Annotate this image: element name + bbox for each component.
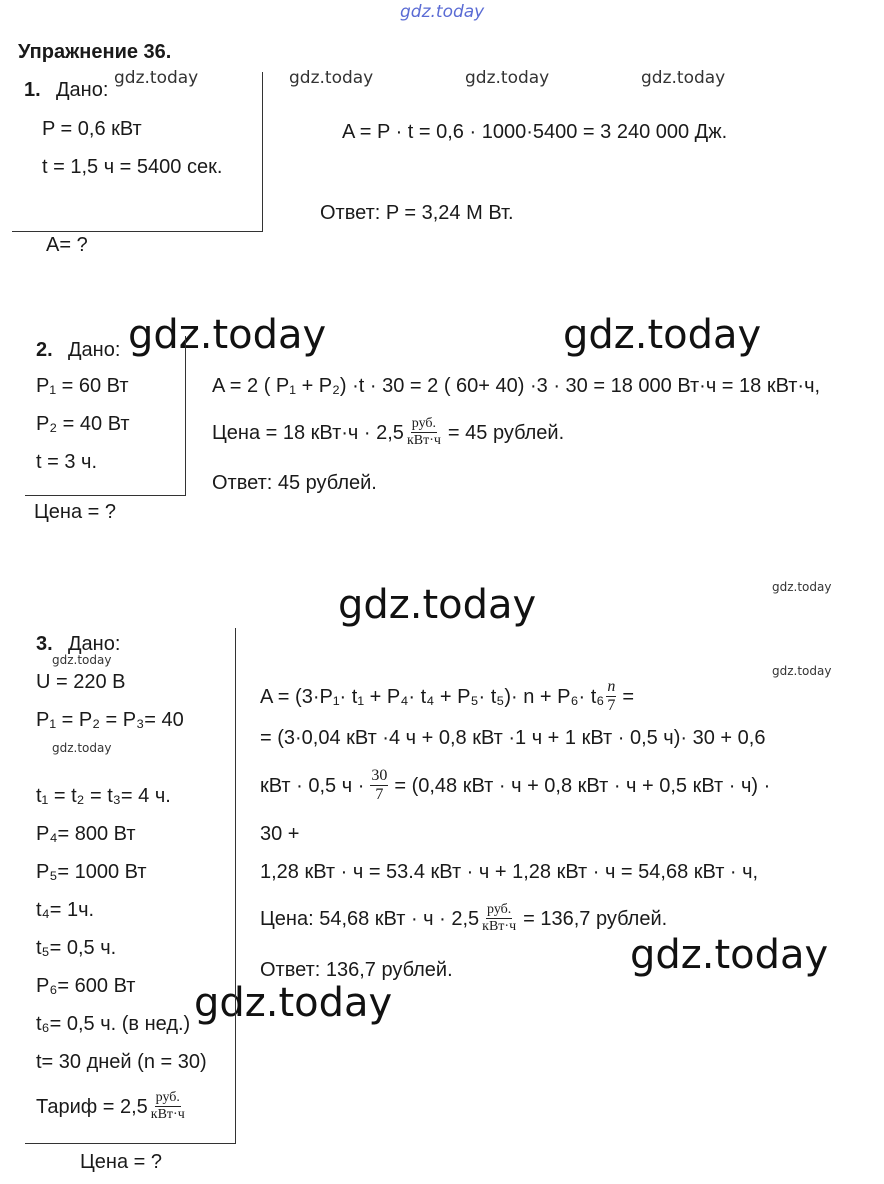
ex2-price-right: = 45 рублей.: [447, 421, 565, 444]
ex2-given-border: [25, 495, 185, 496]
fraction-numerator: n: [606, 678, 616, 697]
fraction-numerator: руб.: [155, 1090, 181, 1107]
ex1-given-label: Дано:: [56, 79, 109, 101]
watermark: gdz.today: [338, 582, 537, 628]
ex3-find: Цена = ?: [80, 1151, 163, 1173]
ex1-answer: Ответ: P = 3,24 M Вт.: [320, 202, 514, 224]
unit-fraction: [406, 416, 442, 449]
watermark: gdz.today: [52, 741, 112, 755]
ex3-power5: P₅= 1000 Вт: [36, 861, 147, 883]
ex3-given-label: Дано:: [68, 633, 121, 655]
ex3-voltage: U = 220 В: [36, 671, 126, 693]
fraction-denominator: 7: [607, 697, 616, 715]
ex3-power123: P₁ = P₂ = P₃= 40: [36, 709, 184, 731]
watermark: gdz.today: [465, 68, 550, 88]
unit-fraction: [481, 902, 517, 935]
ex3-tariff-line: [36, 1090, 188, 1123]
fraction-numerator: руб.: [486, 902, 512, 919]
ex3-line1: [260, 678, 634, 716]
ex2-calculation: A = 2 ( P₁ + P₂) ·t · 30 = 2 ( 60+ 40) ·3 · 30 = 18 000 Вт·ч = 18 кВт·ч,: [212, 375, 821, 397]
watermark: gdz.today: [772, 580, 832, 594]
ex2-given-label: Дано:: [68, 339, 121, 361]
ex3-power6: P₆= 600 Вт: [36, 975, 136, 997]
ex3-given-border: [235, 628, 236, 1144]
ex3-tariff-left: Тариф = 2,5: [36, 1095, 148, 1118]
ex2-time: t = 3 ч.: [36, 451, 98, 473]
ex3-line3-left: кВт · 0,5 ч ·: [260, 774, 365, 797]
ex3-time5: t₅= 0,5 ч.: [36, 937, 117, 959]
ex3-answer: Ответ: 136,7 рублей.: [260, 959, 453, 981]
ex3-line3: [260, 767, 770, 805]
ex3-time123: t₁ = t₂ = t₃= 4 ч.: [36, 785, 171, 807]
fraction-numerator: 30: [370, 767, 388, 786]
ex2-find: Цена = ?: [34, 501, 117, 523]
ex3-days: t= 30 дней (n = 30): [36, 1051, 207, 1073]
ex2-given-border: [185, 336, 186, 496]
ex2-power1: P₁ = 60 Вт: [36, 375, 129, 397]
ex1-number: 1.: [24, 79, 41, 101]
ex3-line1-left: A = (3·P₁· t₁ + P₄· t₄ + P₅· t₅)· n + P₆· t₆: [260, 685, 605, 708]
watermark: gdz.today: [52, 653, 112, 667]
watermark: gdz.today: [772, 664, 832, 678]
ex3-time4: t₄= 1ч.: [36, 899, 95, 921]
ex2-price-left: Цена = 18 кВт·ч · 2,5: [212, 421, 404, 444]
ex3-price-left: Цена: 54,68 кВт · ч · 2,5: [260, 907, 480, 930]
watermark: gdz.today: [114, 68, 199, 88]
n-over-7-fraction: [606, 678, 616, 716]
ex1-power: P = 0,6 кВт: [42, 118, 142, 140]
ex1-calculation: A = P · t = 0,6 · 1000·5400 = 3 240 000 Дж.: [342, 121, 728, 143]
fraction-denominator: кВт·ч: [150, 1107, 185, 1123]
ex2-power2: P₂ = 40 Вт: [36, 413, 130, 435]
watermark: gdz.today: [289, 68, 374, 88]
watermark: gdz.today: [194, 980, 393, 1026]
ex1-time: t = 1,5 ч = 5400 сек.: [42, 156, 223, 178]
page-title: Упражнение 36.: [18, 41, 172, 63]
ex1-given-border: [12, 231, 262, 232]
watermark: gdz.today: [400, 2, 485, 22]
ex3-line4: 30 +: [260, 823, 300, 845]
unit-fraction: [150, 1090, 186, 1123]
watermark: gdz.today: [128, 312, 327, 358]
ex3-line3-right: = (0,48 кВт · ч + 0,8 кВт · ч + 0,5 кВт · ч) ·: [394, 774, 771, 797]
fraction-numerator: руб.: [411, 416, 437, 433]
ex2-answer: Ответ: 45 рублей.: [212, 472, 377, 494]
ex3-time6: t₆= 0,5 ч. (в нед.): [36, 1013, 191, 1035]
ex3-price-line: [260, 902, 667, 935]
fraction-denominator: кВт·ч: [482, 919, 517, 935]
ex3-line2: = (3·0,04 кВт ·4 ч + 0,8 кВт ·1 ч + 1 кВт · 0,5 ч)· 30 + 0,6: [260, 727, 766, 749]
ex3-price-right: = 136,7 рублей.: [523, 907, 668, 930]
ex3-given-border: [25, 1143, 235, 1144]
ex3-number: 3.: [36, 633, 53, 655]
watermark: gdz.today: [630, 932, 829, 978]
ex2-number: 2.: [36, 339, 53, 361]
ex1-find: A= ?: [46, 234, 88, 256]
ex1-given-border: [262, 72, 263, 232]
30-over-7-fraction: [370, 767, 388, 805]
ex3-power4: P₄= 800 Вт: [36, 823, 136, 845]
fraction-denominator: кВт·ч: [406, 433, 441, 449]
watermark: gdz.today: [641, 68, 726, 88]
ex3-line1-right: =: [622, 685, 635, 708]
watermark: gdz.today: [563, 312, 762, 358]
ex2-price-line: [212, 416, 564, 449]
ex3-line5: 1,28 кВт · ч = 53.4 кВт · ч + 1,28 кВт · ч = 54,68 кВт · ч,: [260, 861, 759, 883]
fraction-denominator: 7: [375, 786, 384, 804]
